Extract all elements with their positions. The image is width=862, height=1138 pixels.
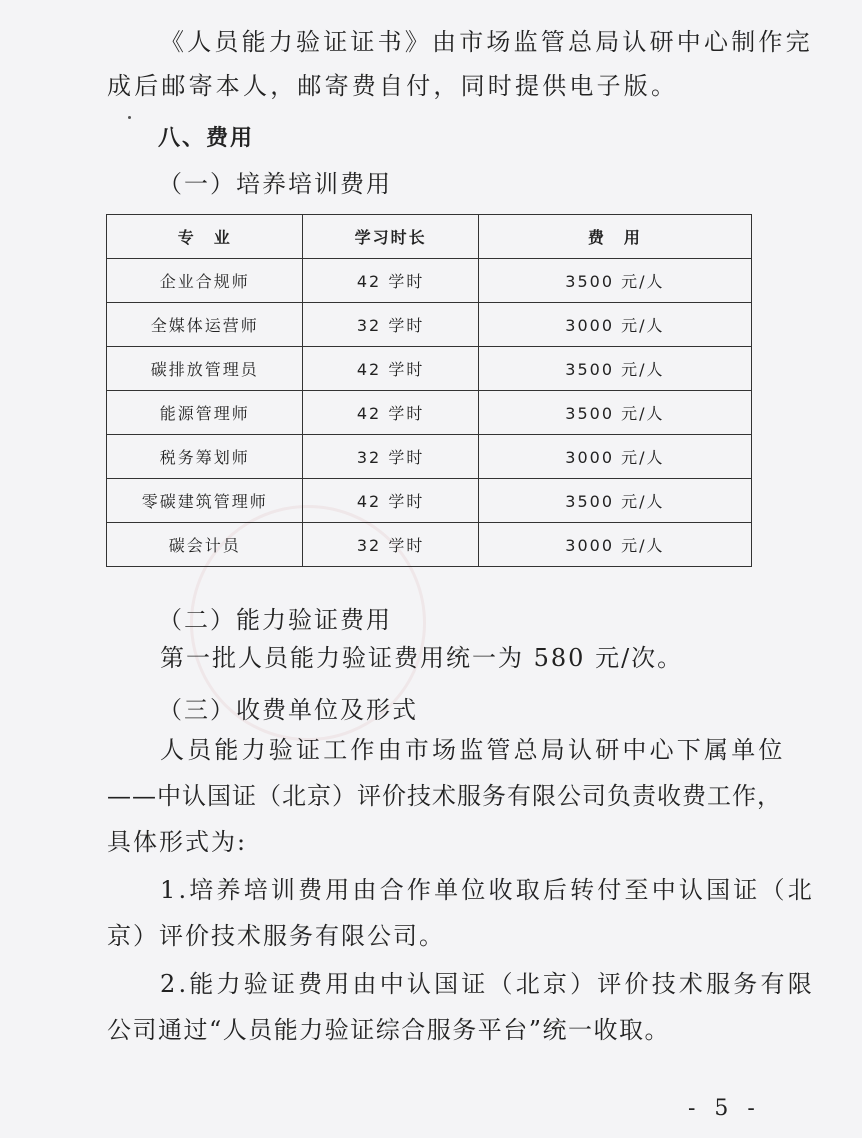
payment-para-line-2: ——中认国证（北京）评价技术服务有限公司负责收费工作， (107, 782, 782, 810)
payment-item-1-line-1: 1.培养培训费用由合作单位收取后转付至中认国证（北 (160, 876, 815, 904)
payment-item-2-line-2: 公司通过“人员能力验证综合服务平台”统一收取。 (107, 1016, 671, 1044)
section-8-title: 八、费用 (158, 126, 255, 151)
cell-duration: 42 学时 (303, 479, 478, 523)
table-row (107, 479, 752, 523)
header-major: 专 业 (107, 215, 303, 259)
cell-duration: 42 学时 (303, 391, 478, 435)
cell-duration: 42 学时 (303, 347, 478, 391)
cell-duration: 32 学时 (303, 523, 478, 567)
cell-major: 碳会计员 (107, 523, 303, 567)
cell-fee: 3000 元/人 (478, 435, 751, 479)
training-fee-table (106, 214, 752, 567)
cell-fee: 3000 元/人 (478, 303, 751, 347)
table-row (107, 435, 752, 479)
cell-major: 企业合规师 (107, 259, 303, 303)
cell-fee: 3500 元/人 (478, 259, 751, 303)
cell-major: 碳排放管理员 (107, 347, 303, 391)
cell-major: 税务筹划师 (107, 435, 303, 479)
cell-major: 零碳建筑管理师 (107, 479, 303, 523)
table-row (107, 303, 752, 347)
intro-line-2: 成后邮寄本人，邮寄费自付，同时提供电子版。 (107, 72, 679, 100)
payment-para-line-1: 人员能力验证工作由市场监管总局认研中心下属单位 (160, 736, 786, 764)
cell-duration: 32 学时 (303, 303, 478, 347)
header-fee: 费 用 (478, 215, 751, 259)
cell-duration: 32 学时 (303, 435, 478, 479)
payment-item-1-line-2: 京）评价技术服务有限公司。 (107, 922, 445, 950)
scan-speck (128, 116, 131, 119)
payment-para-line-3: 具体形式为: (107, 828, 248, 856)
table-header-row (107, 215, 752, 259)
subsection-3-title: （三）收费单位及形式 (158, 696, 418, 724)
cell-fee: 3500 元/人 (478, 347, 751, 391)
cell-major: 能源管理师 (107, 391, 303, 435)
payment-item-2-line-1: 2.能力验证费用由中认国证（北京）评价技术服务有限 (160, 970, 815, 998)
subsection-1-title: （一）培养培训费用 (158, 170, 392, 198)
table-row (107, 259, 752, 303)
page-number: - 5 - (688, 1096, 761, 1121)
verification-fee-text: 第一批人员能力验证费用统一为 580 元/次。 (160, 644, 684, 672)
table-row (107, 391, 752, 435)
table-row (107, 523, 752, 567)
intro-line-1: 《人员能力验证证书》由市场监管总局认研中心制作完 (160, 28, 813, 56)
cell-major: 全媒体运营师 (107, 303, 303, 347)
subsection-2-title: （二）能力验证费用 (158, 606, 392, 634)
cell-fee: 3000 元/人 (478, 523, 751, 567)
cell-duration: 42 学时 (303, 259, 478, 303)
cell-fee: 3500 元/人 (478, 479, 751, 523)
table-row (107, 347, 752, 391)
header-duration: 学习时长 (303, 215, 478, 259)
cell-fee: 3500 元/人 (478, 391, 751, 435)
